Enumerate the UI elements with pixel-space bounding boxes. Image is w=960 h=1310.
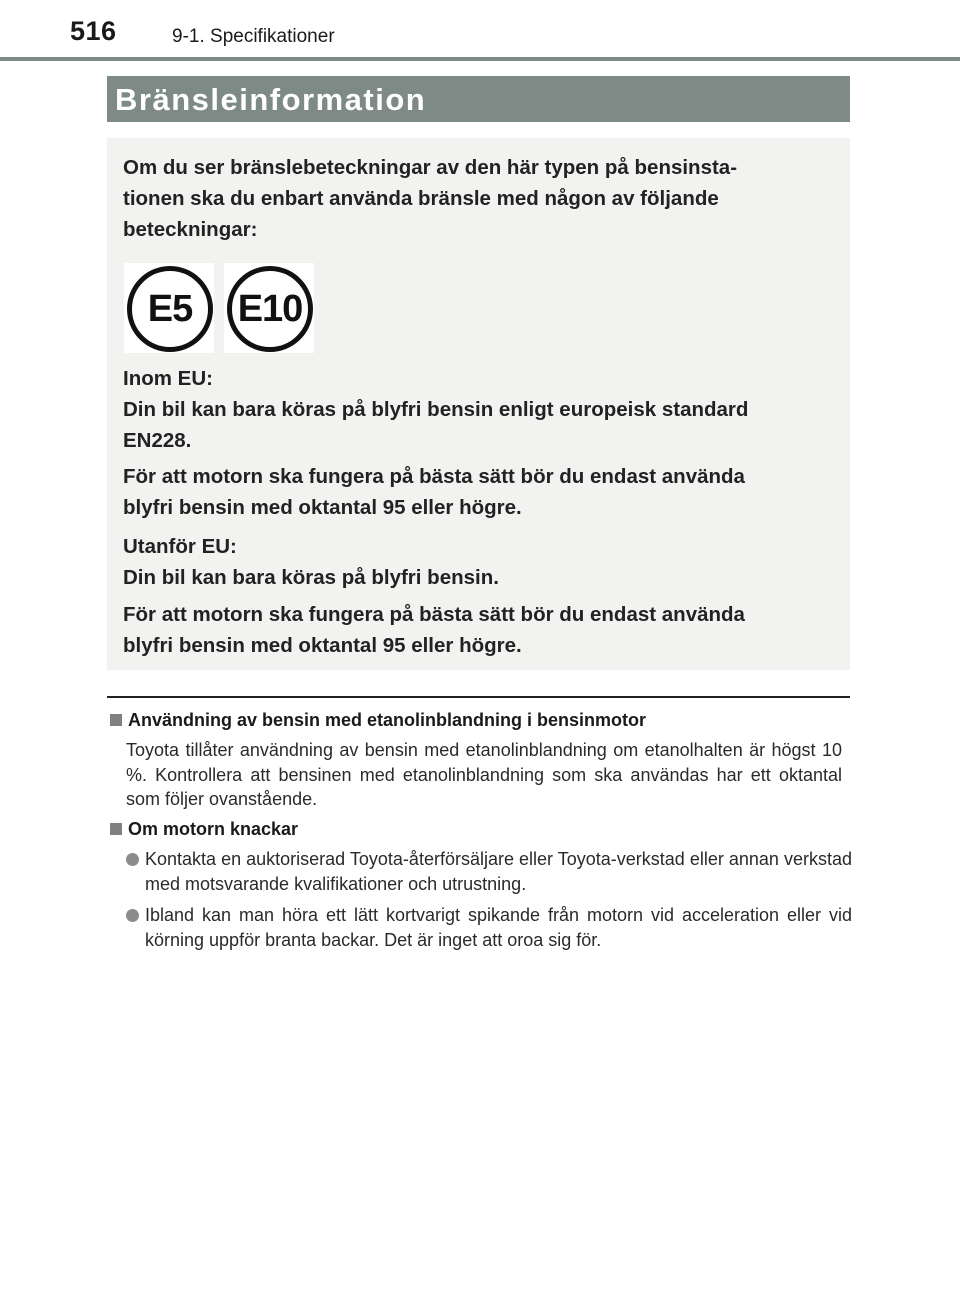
section-title: Bränsleinformation: [115, 82, 427, 117]
non-eu-recommendation-line-1: För att motorn ska fungera på bästa sätt bör du endast använda: [123, 603, 745, 626]
header-rule: [0, 57, 960, 61]
intro-line-1: Om du ser bränslebeteckningar av den här typen på bensinsta-: [123, 156, 738, 179]
circle-bullet-icon: [126, 909, 139, 922]
page-header: [0, 0, 960, 62]
page-number: 516: [70, 16, 117, 46]
circle-bullet-icon: [126, 853, 139, 866]
section-title-bar: [107, 76, 850, 122]
intro-line-2: tionen ska du enbart använda bränsle med någon av följande: [123, 187, 719, 210]
non-eu-text: Din bil kan bara köras på blyfri bensin.: [123, 566, 499, 589]
non-eu-heading: Utanför EU:: [123, 535, 237, 558]
square-bullet-icon: [110, 823, 122, 835]
eu-text-line-1: Din bil kan bara köras på blyfri bensin enligt europeisk standard: [123, 398, 749, 421]
fuel-info-box: [107, 138, 850, 670]
list-item-text: Ibland kan man höra ett lätt kortvarigt spikande från motorn vid acceleration eller vid körning uppför branta backar. Det är inget att oroa sig för.: [145, 905, 852, 950]
list-item-text: Kontakta en auktoriserad Toyota-återförsäljare eller Toyota-verkstad eller annan verkstad med motsvarande kvalifikationer och utrustning.: [145, 849, 852, 894]
square-bullet-icon: [110, 714, 122, 726]
ethanol-heading-text: Användning av bensin med etanolinblandning i bensinmotor: [128, 710, 647, 730]
non-eu-recommendation-line-2: blyfri bensin med oktantal 95 eller högre.: [123, 634, 522, 657]
fuel-label-e10: [224, 263, 314, 353]
ethanol-section-heading: [110, 710, 646, 731]
chapter-title: 9-1. Specifikationer: [172, 26, 335, 47]
fuel-label-e10-text: E10: [227, 266, 313, 352]
fuel-label-e5: [124, 263, 214, 353]
eu-heading: Inom EU:: [123, 367, 213, 390]
knocking-section-heading: [110, 819, 298, 840]
fuel-label-e5-text: E5: [127, 266, 213, 352]
ethanol-section-text: Toyota tillåter användning av bensin med etanolinblandning om etanolhalten är högst 10 %. Kontrollera att bensinen med etanolinblandning som ska användas har ett oktantal som följer ovanstående.: [126, 740, 842, 809]
eu-recommendation-line-2: blyfri bensin med oktantal 95 eller högre.: [123, 496, 522, 519]
section-divider: [107, 696, 850, 698]
intro-line-3: beteckningar:: [123, 218, 258, 241]
eu-recommendation-line-1: För att motorn ska fungera på bästa sätt bör du endast använda: [123, 465, 745, 488]
eu-text-line-2: EN228.: [123, 429, 192, 452]
knocking-heading-text: Om motorn knackar: [128, 819, 299, 839]
